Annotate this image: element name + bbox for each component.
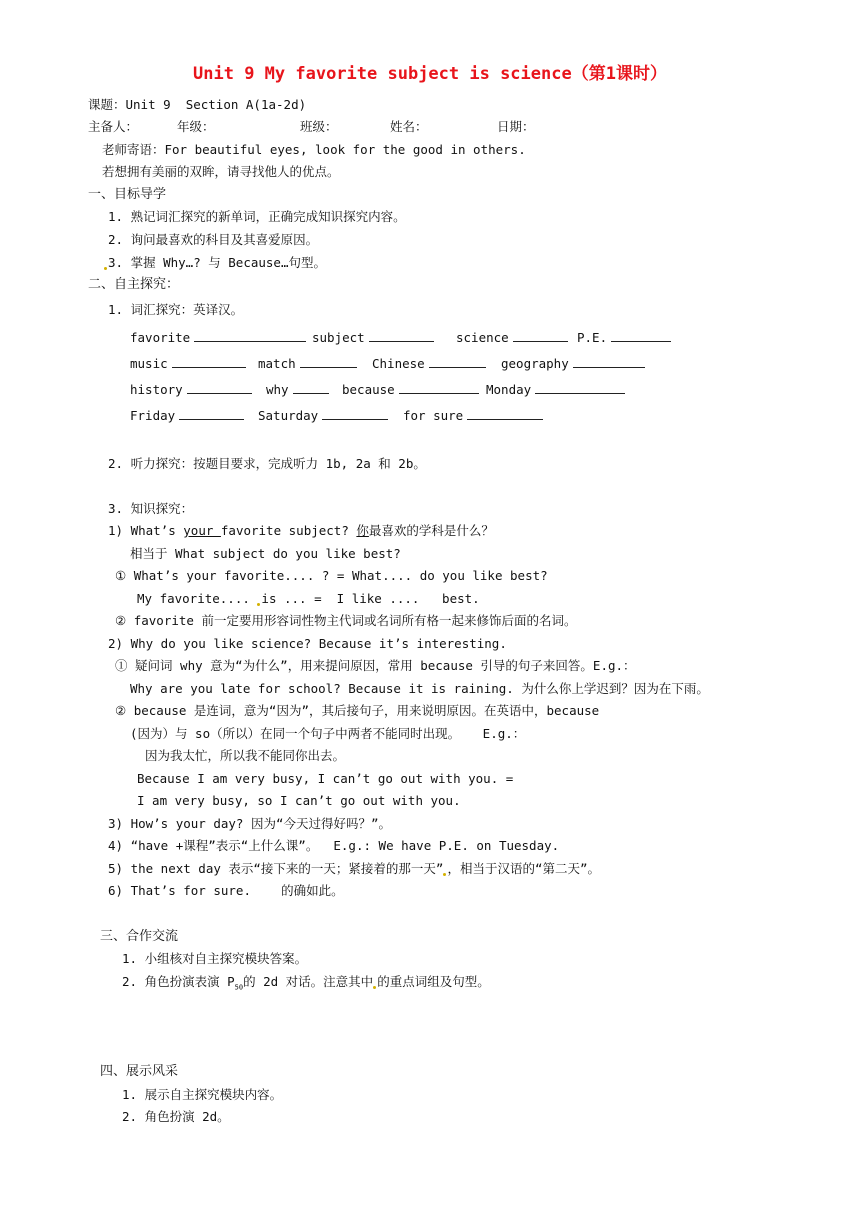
info-class: 班级： (300, 119, 338, 134)
section4-heading: 四、展示风采 (100, 1064, 179, 1079)
section2-heading: 二、自主探究： (88, 277, 180, 292)
vocab-word: history (130, 382, 183, 397)
vocab-word: Saturday (258, 408, 319, 423)
objective-3: 3. 掌握 Why…? 与 Because…句型。 (104, 255, 326, 271)
answer-blank[interactable] (179, 408, 244, 420)
info-date: 日期： (497, 119, 535, 134)
vocab-word: Friday (130, 408, 176, 423)
knowledge-example-2-2: 因为我太忙，所以我不能同你出去。 (145, 748, 346, 763)
vocab-row (577, 330, 671, 346)
motto-en: 老师寄语：For beautiful eyes, look for the good in others. (102, 142, 526, 157)
vocab-row (486, 382, 625, 398)
knowledge-point-5: 5) the next day 表示“接下来的一天；紧接着的那一天” ，相当于汉语的“第二天”。 (108, 861, 601, 876)
vocab-row (403, 408, 543, 424)
vocab-word: Monday (486, 382, 532, 397)
knowledge-note-2-2: ② because 是连词，意为“因为”，其后接句子，用来说明原因。在英语中，because (115, 703, 600, 718)
marker-dot (373, 986, 376, 989)
section3-heading: 三、合作交流 (100, 929, 179, 944)
knowledge-note-2-1: ① 疑问词 why 意为“为什么”，用来提问原因，常用 because 引导的句子来回答。E.g.： (115, 658, 636, 673)
vocab-row (266, 382, 329, 398)
vocab-row (312, 330, 434, 346)
answer-blank[interactable] (535, 382, 625, 394)
lesson-line: 课题：Unit 9 Section A(1a-2d) (88, 97, 307, 112)
vocab-heading: 1. 词汇探究：英译汉。 (108, 302, 244, 317)
section1-heading: 一、目标导学 (88, 187, 167, 202)
vocab-row (130, 330, 306, 346)
info-grade: 年级： (177, 119, 215, 134)
answer-blank[interactable] (429, 356, 486, 368)
answer-blank[interactable] (172, 356, 246, 368)
knowledge-heading: 3. 知识探究： (108, 501, 194, 516)
marker-dot (104, 267, 107, 270)
knowledge-point-1-equivalent: 相当于 What subject do you like best? (130, 546, 401, 561)
vocab-word: Chinese (372, 356, 425, 371)
vocab-row (342, 382, 479, 398)
answer-blank[interactable] (300, 356, 357, 368)
answer-blank[interactable] (467, 408, 543, 420)
knowledge-note-1-1b: My favorite.... is ... = I like .... best. (137, 591, 480, 606)
knowledge-example-2-1: Why are you late for school? Because it is raining. 为什么你上学迟到？因为在下雨。 (130, 681, 709, 696)
listening-task: 2. 听力探究：按题目要求，完成听力 1b, 2a 和 2b。 (108, 456, 426, 471)
showcase-2: 2. 角色扮演 2d。 (122, 1109, 230, 1124)
page-title: Unit 9 My favorite subject is science（第1课时） (193, 64, 667, 84)
vocab-word: P.E. (577, 330, 608, 345)
vocab-row (258, 356, 357, 372)
answer-blank[interactable] (293, 382, 329, 394)
vocab-word: subject (312, 330, 365, 345)
knowledge-point-3: 3) How’s your day? 因为“今天过得好吗？”。 (108, 816, 392, 831)
info-preparer: 主备人： (88, 119, 139, 134)
knowledge-note-1-1: ① What’s your favorite.... ? = What.... do you like best? (115, 568, 548, 583)
vocab-row (130, 382, 252, 398)
objective-1: 1. 熟记词汇探究的新单词，正确完成知识探究内容。 (108, 209, 406, 224)
answer-blank[interactable] (611, 330, 671, 342)
vocab-row (501, 356, 645, 372)
knowledge-note-1-2: ② favorite 前一定要用形容词性物主代词或名词所有格一起来修饰后面的名词。 (115, 613, 577, 628)
vocab-row (258, 408, 388, 424)
knowledge-example-2-2-en2: I am very busy, so I can’t go out with you. (137, 793, 461, 808)
vocab-word: geography (501, 356, 569, 371)
info-name: 姓名： (390, 119, 428, 134)
vocab-row (456, 330, 568, 346)
vocab-row (130, 408, 244, 424)
knowledge-note-2-2b: (因为）与 so（所以）在同一个句子中两者不能同时出现。 E.g.： (130, 726, 526, 741)
objective-2: 2. 询问最喜欢的科目及其喜爱原因。 (108, 232, 319, 247)
vocab-word: for sure (403, 408, 464, 423)
cooperation-1: 1. 小组核对自主探究模块答案。 (122, 951, 308, 966)
vocab-word: match (258, 356, 296, 371)
knowledge-point-1: 1) What’s your favorite subject? 你最喜欢的学科是什么？ (108, 523, 494, 538)
knowledge-point-4: 4) “have +课程”表示“上什么课”。 E.g.: We have P.E. on Tuesday. (108, 838, 560, 853)
knowledge-point-6: 6) That’s for sure. 的确如此。 (108, 883, 344, 898)
vocab-word: science (456, 330, 509, 345)
vocab-row (130, 356, 246, 372)
vocab-row (372, 356, 486, 372)
knowledge-point-2: 2) Why do you like science? Because it’s interesting. (108, 636, 507, 651)
vocab-word: why (266, 382, 289, 397)
answer-blank[interactable] (369, 330, 434, 342)
showcase-1: 1. 展示自主探究模块内容。 (122, 1087, 283, 1102)
vocab-word: music (130, 356, 168, 371)
vocab-word: because (342, 382, 395, 397)
answer-blank[interactable] (194, 330, 306, 342)
marker-dot (257, 603, 260, 606)
answer-blank[interactable] (187, 382, 252, 394)
answer-blank[interactable] (322, 408, 388, 420)
answer-blank[interactable] (573, 356, 645, 368)
answer-blank[interactable] (399, 382, 479, 394)
motto-zh: 若想拥有美丽的双眸，请寻找他人的优点。 (102, 164, 340, 179)
vocab-word: favorite (130, 330, 191, 345)
answer-blank[interactable] (513, 330, 568, 342)
cooperation-2: 2. 角色扮演表演 $P_{50}$的 2d 对话。注意其中 的重点词组及句型。 (122, 974, 490, 992)
knowledge-example-2-2-en: Because I am very busy, I can’t go out with you. = (137, 771, 514, 786)
